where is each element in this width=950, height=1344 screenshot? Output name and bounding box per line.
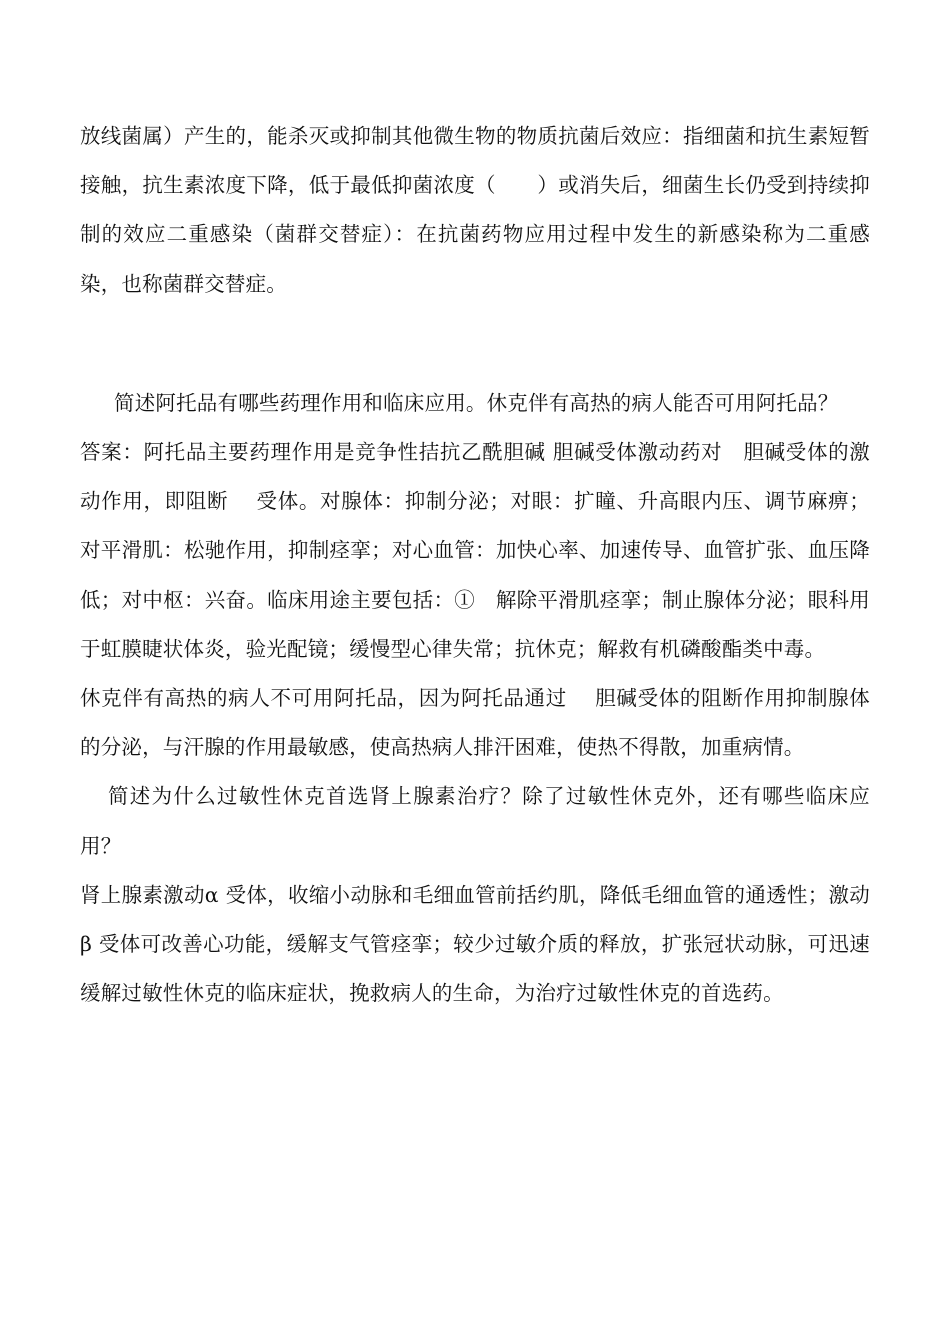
answer-atropine-shock: 休克伴有高热的病人不可用阿托品，因为阿托品通过 胆碱受体的阻断作用抑制腺体的分泌，与汗腺的作用最敏感，使高热病人排汗困难，使热不得散，加重病情。 xyxy=(80,686,870,760)
paragraph-gap xyxy=(80,309,870,379)
question-adrenaline: 简述为什么过敏性休克首选肾上腺素治疗？除了过敏性休克外，还有哪些临床应用？ xyxy=(80,784,870,858)
question-atropine: 简述阿托品有哪些药理作用和临床应用。休克伴有高热的病人能否可用阿托品？ xyxy=(114,390,839,415)
answer-adrenaline: 肾上腺素激动α 受体，收缩小动脉和毛细血管前括约肌，降低毛细血管的通透性；激动β 受体可改善心功能，缓解支气管痉挛；较少过敏介质的释放，扩张冠状动脉，可迅速缓解过敏性休克的临床症状，挽救病人的生命，为治疗过敏性休克的首选药。 xyxy=(80,882,870,1006)
document-page xyxy=(80,112,870,1018)
intro-paragraph: 放线菌属）产生的，能杀灭或抑制其他微生物的物质抗菌后效应：指细菌和抗生素短暂接触，抗生素浓度下降，低于最低抑菌浓度（ ）或消失后，细菌生长仍受到持续抑制的效应二重感染（菌群交替症）：在抗菌药物应用过程中发生的新感染称为二重感染，也称菌群交替症。 xyxy=(80,124,870,296)
answer-atropine: 答案：阿托品主要药理作用是竞争性拮抗乙酰胆碱 胆碱受体激动药对 胆碱受体的激动作用，即阻断 受体。对腺体：抑制分泌；对眼：扩瞳、升高眼内压、调节麻痹；对平滑肌：松驰作用，抑制痉挛；对心血管：加快心率、加速传导、血管扩张、血压降低；对中枢：兴奋。临床用途主要包括：① 解除平滑肌痉挛；制止腺体分泌；眼科用于虹膜睫状体炎，验光配镜；缓慢型心律失常；抗休克；解救有机磷酸酯类中毒。 xyxy=(80,440,870,661)
